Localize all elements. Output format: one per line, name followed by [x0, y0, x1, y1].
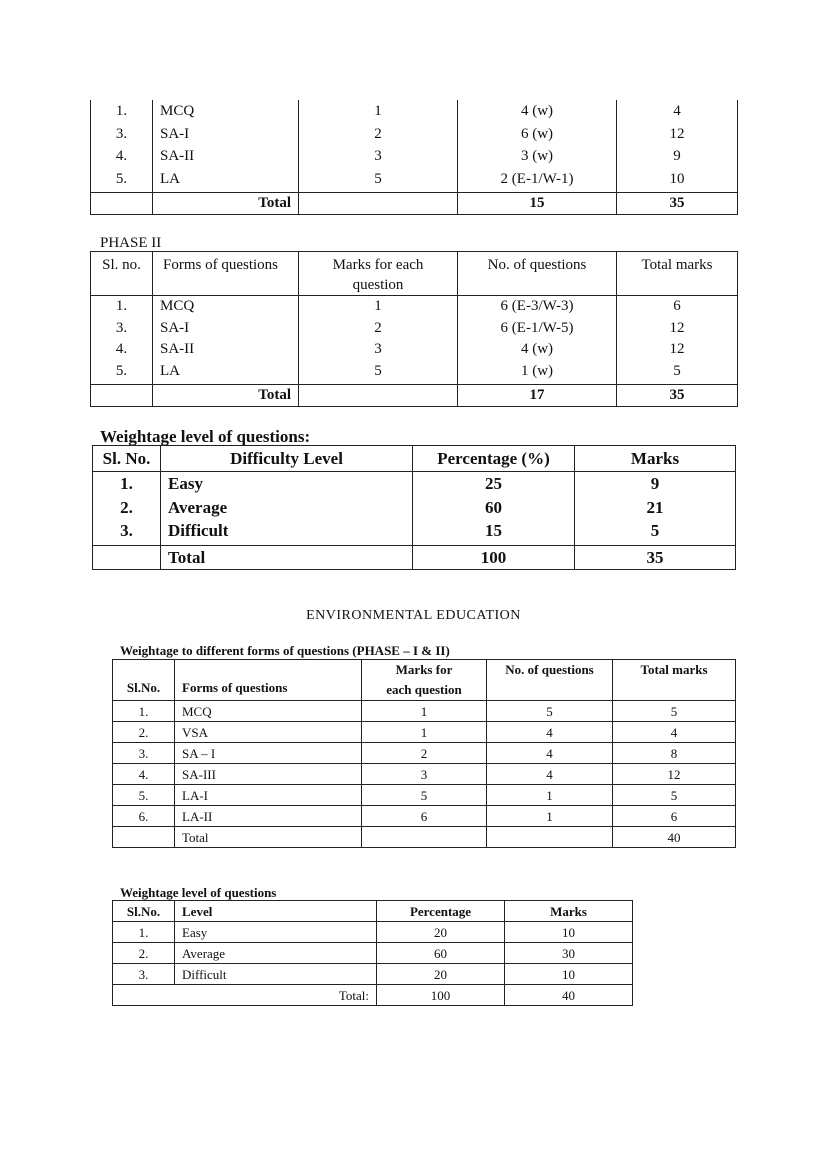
total-percentage: 100 — [413, 545, 575, 569]
total-marks-cell: 5 — [613, 785, 736, 806]
marks-cell: 10 — [505, 922, 633, 943]
sl-cell: 4. — [115, 341, 128, 357]
level-cell: Average — [168, 497, 228, 517]
empty-cell — [362, 827, 487, 848]
header-sl: Sl.No. — [113, 901, 175, 922]
percentage-cell: 20 — [377, 922, 505, 943]
marks-each-cell: 5 — [374, 362, 382, 379]
form-cell: VSA — [175, 722, 362, 743]
header-marks-each: Marks for each question — [362, 660, 487, 701]
env-forms-total-row — [113, 827, 736, 848]
form-cell: MCQ — [160, 298, 195, 314]
marks-each-cell: 2 — [374, 319, 382, 336]
level-cell: Difficult — [168, 521, 229, 540]
table-row — [113, 964, 633, 985]
total-label: Total — [175, 827, 362, 848]
total-label: Total — [153, 193, 299, 215]
marks-each-cell: 6 — [362, 806, 487, 827]
header-marks: Marks — [505, 901, 633, 922]
header-marks: Marks — [575, 446, 736, 472]
sl-cell: 4. — [113, 764, 175, 785]
form-cell: LA-I — [175, 785, 362, 806]
form-cell: MCQ — [175, 701, 362, 722]
env-forms-table — [112, 659, 736, 848]
table-row — [113, 922, 633, 943]
sl-cell: 6. — [113, 806, 175, 827]
num-questions-cell: 4 — [487, 722, 613, 743]
sl-cell: 4. — [115, 148, 128, 164]
table-row — [113, 764, 736, 785]
marks-cell: 21 — [646, 497, 664, 517]
total-marks: 35 — [617, 193, 738, 215]
sl-cell: 1. — [113, 922, 175, 943]
sl-cell: 3. — [113, 743, 175, 764]
marks-each-cell: 3 — [362, 764, 487, 785]
sl-cell: 5. — [115, 170, 128, 187]
sl-cell: 1. — [120, 474, 133, 493]
header-level: Level — [175, 901, 377, 922]
num-questions-cell: 4 — [487, 743, 613, 764]
marks-cell: 10 — [505, 964, 633, 985]
marks-each-cell: 3 — [374, 341, 382, 357]
phase2-total-row — [91, 385, 738, 407]
marks-each-cell: 2 — [374, 125, 382, 142]
header-percentage: Percentage — [377, 901, 505, 922]
header-percentage: Percentage (%) — [413, 446, 575, 472]
header-total-marks: Total marks — [617, 252, 738, 296]
env-level-header-row — [113, 901, 633, 922]
empty-cell — [299, 193, 458, 215]
total-marks-cell: 6 — [673, 298, 681, 314]
table-row — [113, 806, 736, 827]
weightage-table — [92, 445, 736, 570]
total-marks-cell: 12 — [669, 125, 685, 142]
total-percentage: 100 — [377, 985, 505, 1006]
percentage-cell: 25 — [485, 474, 502, 493]
table-row — [113, 743, 736, 764]
total-marks-cell: 12 — [613, 764, 736, 785]
env-level-table — [112, 900, 633, 1006]
sl-cell: 2. — [120, 497, 133, 517]
table-row — [113, 722, 736, 743]
marks-each-cell: 5 — [374, 170, 382, 187]
total-marks-cell: 4 — [673, 103, 681, 119]
total-marks-cell: 5 — [673, 362, 681, 379]
table-row — [113, 785, 736, 806]
weightage-header-row — [93, 446, 736, 472]
level-cell: Difficult — [175, 964, 377, 985]
marks-each-cell: 2 — [362, 743, 487, 764]
num-questions-cell: 4 — [487, 764, 613, 785]
marks-each-cell: 1 — [362, 722, 487, 743]
num-questions-cell: 6 (w) — [520, 125, 554, 142]
percentage-cell: 60 — [377, 943, 505, 964]
header-total-marks: Total marks — [613, 660, 736, 701]
header-sl: Sl.No. — [113, 660, 175, 701]
table-row — [113, 943, 633, 964]
total-marks: 40 — [505, 985, 633, 1006]
sl-cell: 2. — [113, 943, 175, 964]
form-cell: MCQ — [160, 103, 195, 119]
total-marks: 40 — [613, 827, 736, 848]
header-level: Difficulty Level — [161, 446, 413, 472]
form-cell: LA — [160, 362, 180, 379]
header-sl: Sl. no. — [91, 252, 153, 296]
marks-cell: 30 — [505, 943, 633, 964]
total-label: Total — [153, 385, 299, 407]
header-marks-each: Marks for each question — [299, 252, 458, 296]
num-questions-cell: 4 (w) — [520, 341, 554, 357]
marks-each-cell: 1 — [362, 701, 487, 722]
env-level-total-row — [113, 985, 633, 1006]
empty-cell — [91, 385, 153, 407]
weightage-rows — [93, 472, 736, 546]
form-cell: LA-II — [175, 806, 362, 827]
env-forms-header-row — [113, 660, 736, 701]
level-cell: Easy — [168, 474, 203, 493]
env-forms-title: Weightage to different forms of questions (PHASE – I & II) — [120, 643, 450, 658]
header-sl: Sl. No. — [93, 446, 161, 472]
phase1-total-row — [91, 193, 738, 215]
env-heading: ENVIRONMENTAL EDUCATION — [306, 608, 521, 623]
sl-cell: 3. — [120, 521, 133, 540]
num-questions-cell: 6 (E-1/W-5) — [500, 319, 574, 336]
sl-cell: 5. — [115, 362, 128, 379]
num-questions-cell: 1 (w) — [520, 362, 554, 379]
empty-cell — [299, 385, 458, 407]
empty-cell — [91, 193, 153, 215]
total-label: Total: — [113, 985, 377, 1006]
form-cell: SA-I — [160, 319, 190, 336]
num-questions-cell: 3 (w) — [520, 148, 554, 164]
header-num-questions: No. of questions — [487, 660, 613, 701]
level-cell: Average — [175, 943, 377, 964]
total-marks-cell: 10 — [669, 170, 685, 187]
empty-cell — [113, 827, 175, 848]
form-cell: LA — [160, 170, 180, 187]
phase2-table — [90, 251, 738, 407]
empty-cell — [487, 827, 613, 848]
total-label: Total — [161, 545, 413, 569]
marks-cell: 9 — [650, 474, 660, 493]
phase2-title: PHASE II — [100, 235, 162, 251]
total-marks-cell: 4 — [613, 722, 736, 743]
percentage-cell: 60 — [485, 497, 502, 517]
marks-each-cell: 1 — [374, 103, 382, 119]
total-marks-cell: 6 — [613, 806, 736, 827]
sl-cell: 3. — [115, 319, 128, 336]
num-questions-cell: 4 (w) — [520, 103, 554, 119]
sl-cell: 3. — [115, 125, 128, 142]
phase2-rows — [91, 296, 738, 385]
total-questions: 17 — [458, 385, 617, 407]
form-cell: SA-III — [175, 764, 362, 785]
table-row — [113, 701, 736, 722]
marks-cell: 5 — [650, 521, 660, 540]
form-cell: SA-II — [160, 341, 195, 357]
header-form: Forms of questions — [175, 660, 362, 701]
form-cell: SA-I — [160, 125, 190, 142]
phase1-rows — [91, 100, 738, 193]
level-cell: Easy — [175, 922, 377, 943]
total-marks-cell: 8 — [613, 743, 736, 764]
marks-each-cell: 5 — [362, 785, 487, 806]
num-questions-cell: 1 — [487, 785, 613, 806]
phase2-header-row — [91, 252, 738, 296]
num-questions-cell: 6 (E-3/W-3) — [500, 298, 574, 314]
total-marks-cell: 12 — [669, 341, 685, 357]
env-level-title: Weightage level of questions — [120, 885, 277, 900]
num-questions-cell: 2 (E-1/W-1) — [500, 170, 574, 187]
form-cell: SA – I — [175, 743, 362, 764]
total-questions: 15 — [458, 193, 617, 215]
marks-each-cell: 3 — [374, 148, 382, 164]
weightage-title: Weightage level of questions: — [100, 427, 311, 446]
total-marks-cell: 9 — [673, 148, 681, 164]
total-marks: 35 — [575, 545, 736, 569]
num-questions-cell: 1 — [487, 806, 613, 827]
form-cell: SA-II — [160, 148, 195, 164]
sl-cell: 1. — [113, 701, 175, 722]
total-marks-cell: 5 — [613, 701, 736, 722]
sl-cell: 1. — [115, 298, 128, 314]
sl-cell: 5. — [113, 785, 175, 806]
percentage-cell: 15 — [485, 521, 502, 540]
header-form: Forms of questions — [153, 252, 299, 296]
num-questions-cell: 5 — [487, 701, 613, 722]
empty-cell — [93, 545, 161, 569]
phase1-table — [90, 100, 738, 215]
sl-cell: 1. — [115, 103, 128, 119]
marks-each-cell: 1 — [374, 298, 382, 314]
weightage-total-row — [93, 545, 736, 569]
percentage-cell: 20 — [377, 964, 505, 985]
sl-cell: 3. — [113, 964, 175, 985]
header-num-questions: No. of questions — [458, 252, 617, 296]
total-marks: 35 — [617, 385, 738, 407]
sl-cell: 2. — [113, 722, 175, 743]
total-marks-cell: 12 — [669, 319, 685, 336]
